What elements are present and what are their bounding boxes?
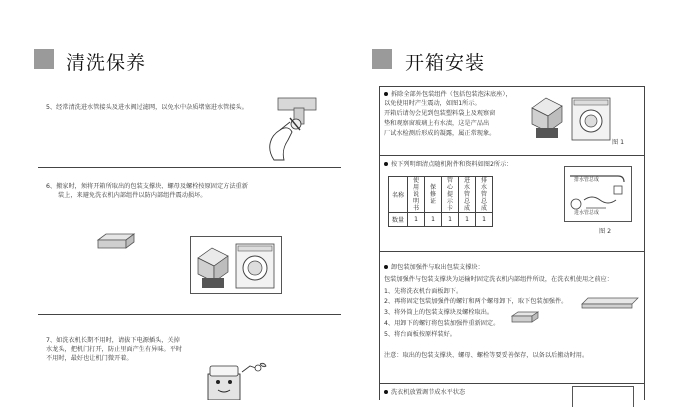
accessories-table bbox=[388, 176, 493, 227]
reinforcement-bar-illustration bbox=[580, 296, 640, 310]
unpack-line-3: 开箱后请勿会见到包装塑料袋上及观察窗 bbox=[384, 110, 496, 117]
divider-right-1 bbox=[379, 155, 644, 156]
right-panel-left-border bbox=[379, 86, 380, 400]
table-col-5-label: 排水管总成 bbox=[480, 177, 487, 212]
divider-right-2 bbox=[379, 251, 644, 252]
bullet-4 bbox=[384, 390, 388, 394]
bullet-1 bbox=[384, 92, 388, 96]
support-block-illustration-right bbox=[510, 310, 540, 324]
remove-support-heading-text: 卸包装加强件与取出包装支撑块： bbox=[391, 264, 484, 271]
item-7-line-1: 7、如洗衣机长期不用时，请拔下电源插头，关掉 bbox=[46, 337, 180, 344]
table-col-4 bbox=[459, 177, 476, 213]
table-col-3 bbox=[442, 177, 459, 213]
right-panel-right-border bbox=[644, 86, 645, 400]
remove-support-intro: 包装加强件与包装支撑块为运输时固定洗衣机内部组件所设，在洗衣机使用之前应： bbox=[384, 276, 613, 283]
remove-support-step-1: 1、先将洗衣机台面板卸下。 bbox=[384, 288, 463, 295]
accessories-heading bbox=[384, 161, 513, 169]
table-qty-header: 数量 bbox=[389, 213, 408, 227]
table-col-4-label: 进水管总成 bbox=[463, 177, 470, 212]
figure-2-caption: 图 2 bbox=[599, 228, 612, 235]
remove-support-step-5: 5、将台面板按原样装好。 bbox=[384, 331, 456, 338]
bullet-3 bbox=[384, 265, 388, 269]
unpack-line-4: 垫和观察窗玻璃上有水渍，这是产品出 bbox=[384, 120, 490, 127]
section-title-right: 开箱安装 bbox=[405, 52, 486, 74]
remove-support-note: 注意：取出的包装支撑块、螺母、螺栓等要妥善保存，以备以后搬动时用。 bbox=[384, 352, 589, 359]
table-qty-1: 1 bbox=[408, 213, 425, 227]
level-figure-frame bbox=[572, 386, 634, 407]
table-col-2 bbox=[425, 177, 442, 213]
unpack-line-1-text: 拆除全部外包装组件（包括包装泡沫底座）， bbox=[391, 91, 512, 98]
fig2-drain-hose-label: 排水管总成 bbox=[574, 177, 600, 183]
fig2-inlet-hose-label: 进水管总成 bbox=[574, 210, 600, 216]
item-7-line-2: 水龙头，把机门打开，防止里面产生有异味。平时 bbox=[46, 346, 183, 353]
remove-support-step-2: 2、再将固定包装加强件的螺钉和两个螺母卸下，取下包装加强件。 bbox=[384, 298, 568, 305]
table-qty-2: 1 bbox=[425, 213, 442, 227]
divider-left-1 bbox=[38, 167, 341, 168]
support-block-illustration bbox=[96, 232, 136, 250]
unpack-line-2: 以免使用时产生震动，如图1所示。 bbox=[384, 100, 481, 107]
item-5-text: 5、经常清洗进水管接头及进水阀过滤网，以免水中杂质堵塞进水管接头。 bbox=[46, 104, 248, 111]
faucet-cleaning-illustration bbox=[260, 96, 320, 162]
unpack-line-1 bbox=[384, 91, 512, 99]
remove-support-heading bbox=[384, 264, 484, 272]
table-qty-4: 1 bbox=[459, 213, 476, 227]
washer-unpack-illustration-left bbox=[192, 238, 280, 292]
table-qty-5: 1 bbox=[476, 213, 493, 227]
table-col-3-label: 管心提示卡 bbox=[446, 177, 453, 212]
right-panel-top-border bbox=[379, 86, 644, 87]
section-marker-left bbox=[34, 49, 54, 69]
item-6-line-1: 6、搬家时，须将开箱所取出的包装支撑块、螺母及螺栓按原固定方法重新 bbox=[46, 183, 248, 190]
divider-left-2 bbox=[38, 314, 341, 315]
cartoon-washer-illustration bbox=[196, 360, 276, 400]
unpack-line-5: 厂试水检测后形成的凝露，属正常现象。 bbox=[384, 130, 496, 137]
level-adjust-heading-text: 洗衣机放置调节成水平状态 bbox=[391, 389, 466, 396]
table-col-1-label: 使用说明书 bbox=[412, 177, 419, 212]
divider-right-3 bbox=[379, 383, 644, 384]
table-col-1 bbox=[408, 177, 425, 213]
table-col-5 bbox=[476, 177, 493, 213]
level-adjust-heading bbox=[384, 389, 465, 397]
section-marker-right bbox=[372, 49, 392, 69]
unpack-washer-illustration-fig1 bbox=[530, 94, 614, 144]
table-qty-3: 1 bbox=[442, 213, 459, 227]
table-name-header: 名称 bbox=[389, 177, 408, 213]
accessories-heading-text: 按下列明细清点随机附件和资料如图2所示： bbox=[391, 161, 513, 168]
figure-1-caption: 图 1 bbox=[612, 139, 625, 146]
item-6-line-2: 装上，来避免洗衣机内部组件以防内部组件震动损坏。 bbox=[58, 192, 207, 199]
table-col-2-label: 保修证 bbox=[429, 184, 436, 205]
remove-support-step-4: 4、用卸下的螺钉将包装加强件重新固定。 bbox=[384, 320, 500, 327]
bullet-2 bbox=[384, 162, 388, 166]
section-title-left: 清洗保养 bbox=[66, 52, 147, 74]
remove-support-step-3: 3、将外筒上的包装支撑块及螺栓取出。 bbox=[384, 309, 494, 316]
item-7-line-3: 不用时，最好也让机门微开着。 bbox=[46, 355, 133, 362]
